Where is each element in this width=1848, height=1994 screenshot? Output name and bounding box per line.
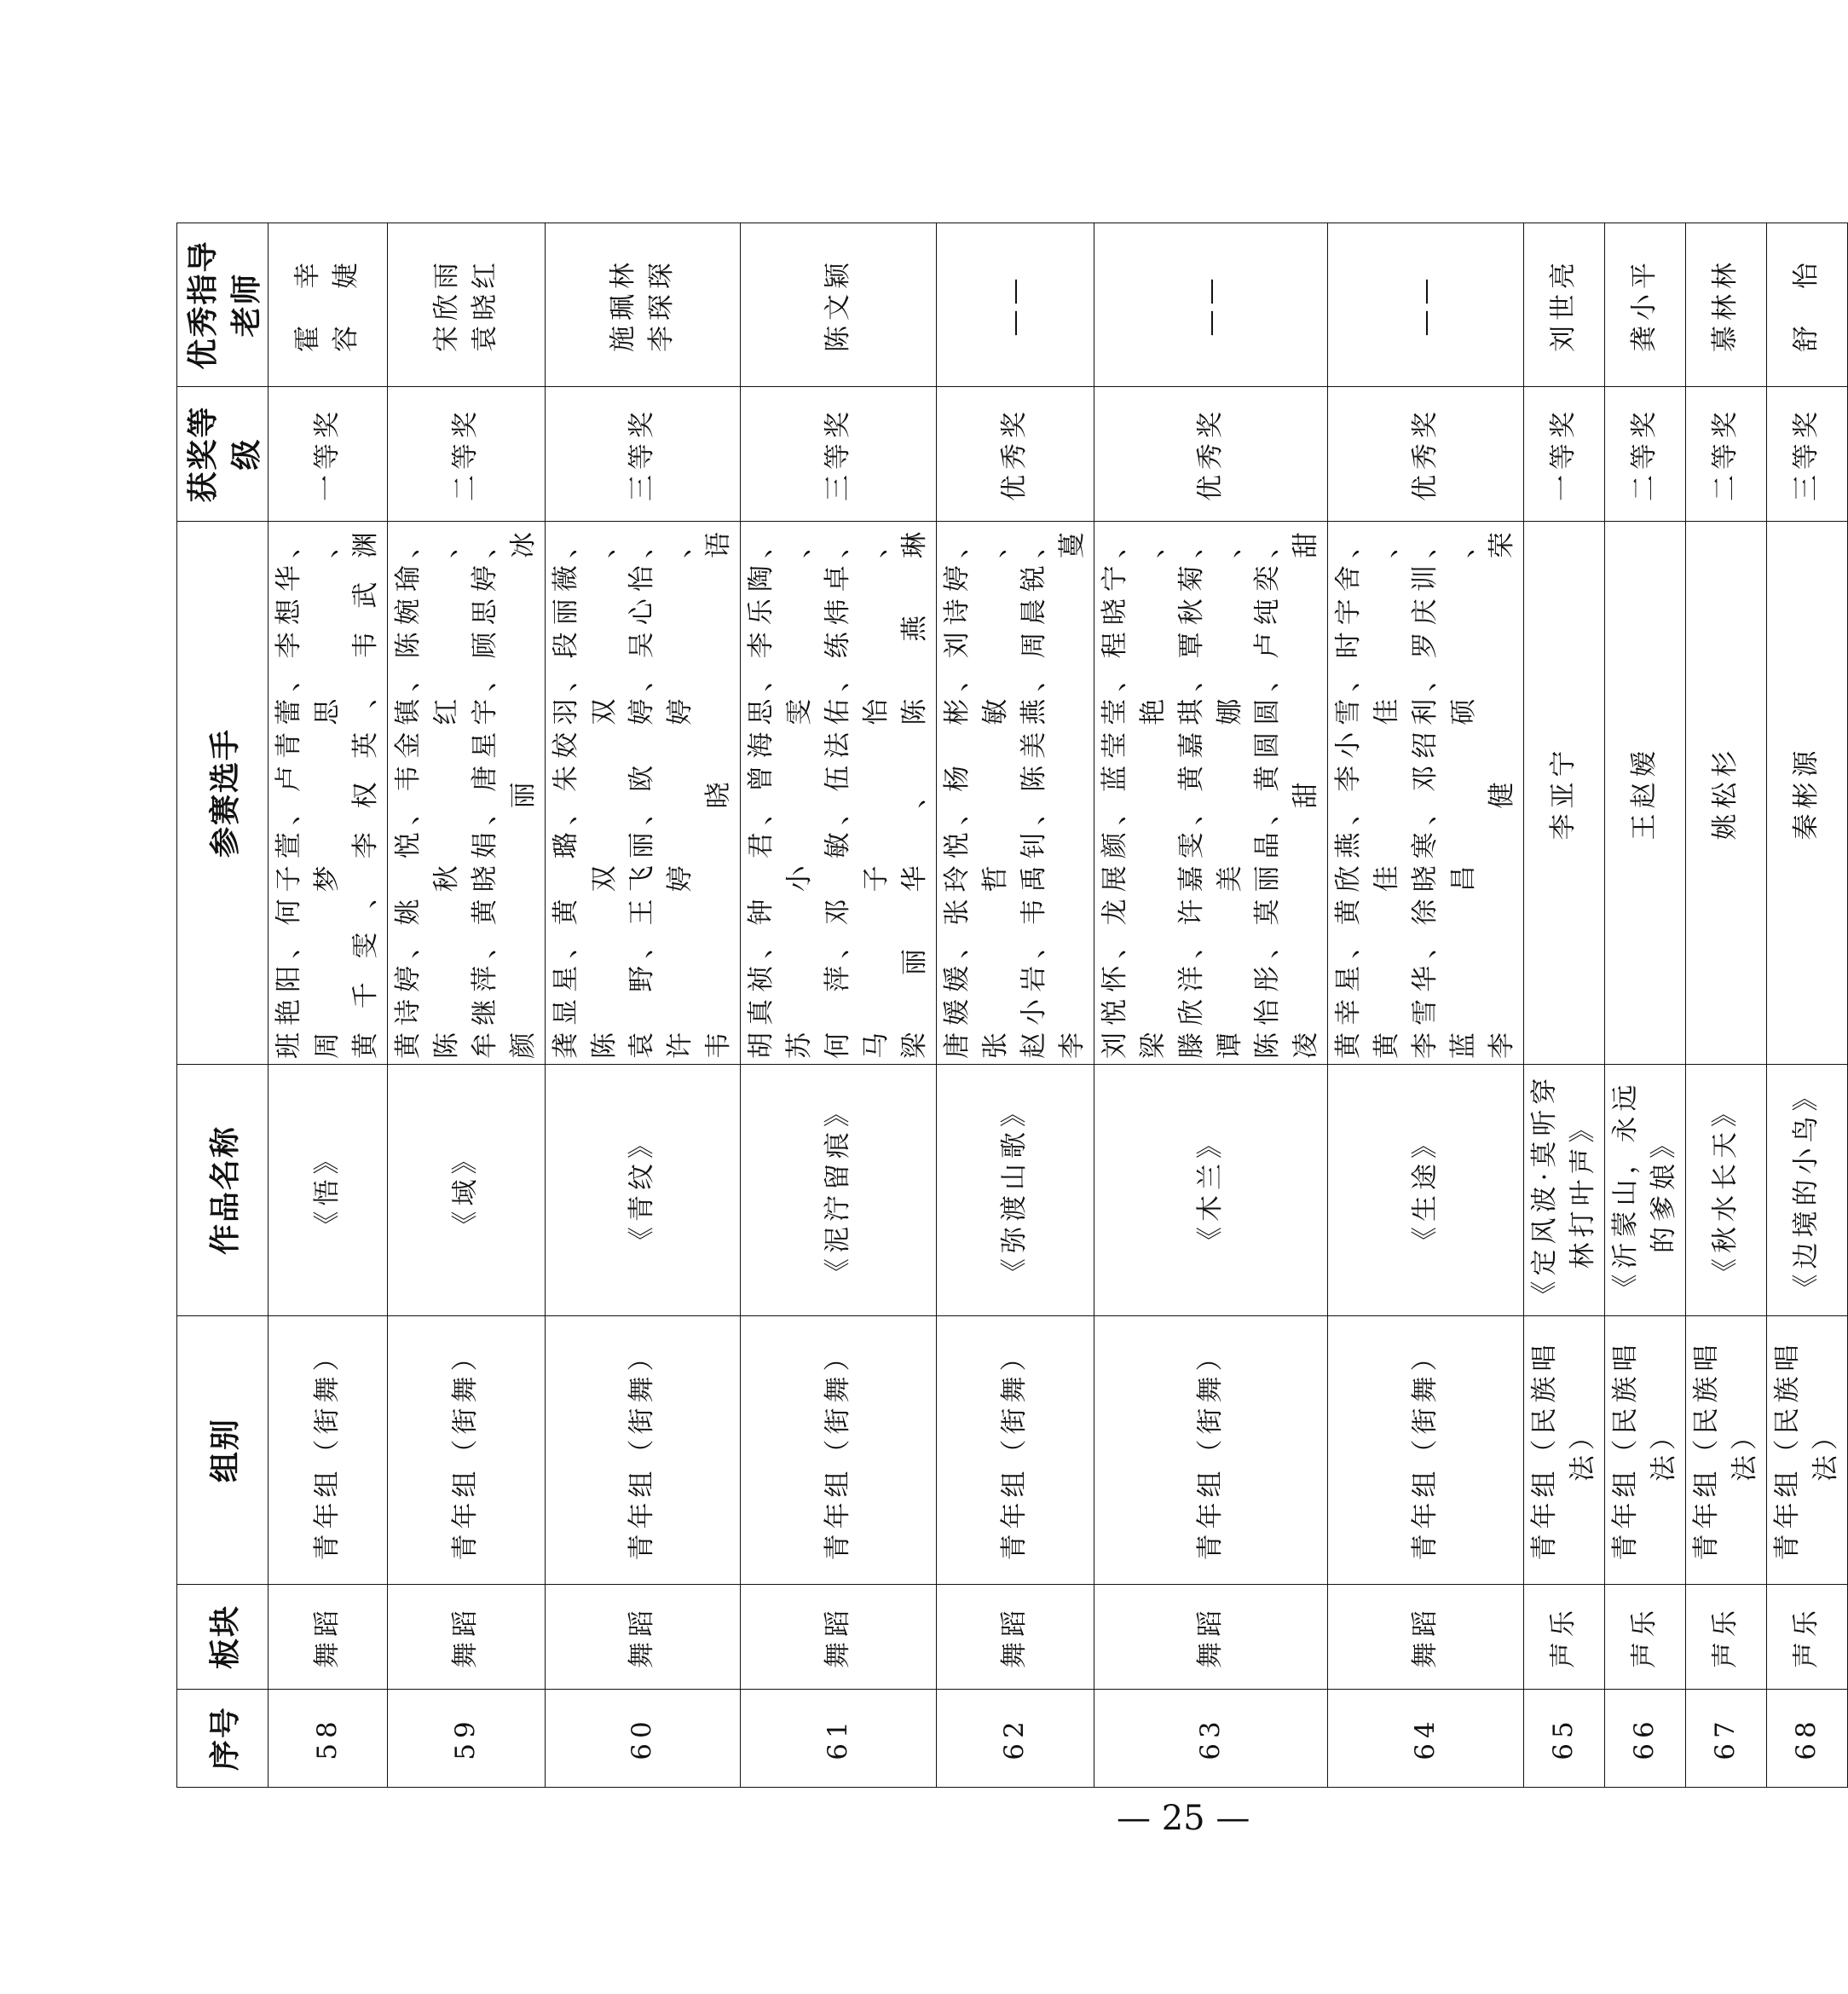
participant-line: 陈怡彤、莫丽晶、黄圆圆、卢纯奕、凌甜甜 bbox=[1252, 527, 1322, 1059]
section-cell: 舞蹈 bbox=[387, 1585, 545, 1690]
section-cell: 声乐 bbox=[1766, 1585, 1847, 1690]
award-level-cell: 二等奖 bbox=[1685, 387, 1766, 522]
rotated-table-wrapper bbox=[176, 223, 1841, 1788]
participants-cell bbox=[741, 522, 937, 1065]
group-cell: 青年组（街舞） bbox=[741, 1316, 937, 1585]
row-number: 68 bbox=[1766, 1690, 1847, 1788]
participants-cell bbox=[1524, 522, 1605, 1065]
table-row bbox=[1094, 223, 1328, 1788]
participants-cell bbox=[1094, 522, 1328, 1065]
row-number: 65 bbox=[1524, 1690, 1605, 1788]
teacher-name: 容 婕 bbox=[331, 257, 362, 352]
section-cell: 舞蹈 bbox=[936, 1585, 1094, 1690]
row-number: 59 bbox=[387, 1690, 545, 1788]
work-title-cell: 《边境的小鸟》 bbox=[1766, 1065, 1847, 1316]
header-teacher: 优秀指导老师 bbox=[177, 223, 269, 387]
participant-line: 唐媛媛、张玲悦、杨 彬、刘诗婷、张哲敏、 bbox=[941, 527, 1011, 1059]
teacher-cell bbox=[545, 223, 741, 387]
participant-line: 黄千雯、李权英、韦武渊 bbox=[349, 527, 381, 1059]
work-title-cell: 《秋水长天》 bbox=[1685, 1065, 1766, 1316]
header-section: 板块 bbox=[177, 1585, 269, 1690]
teacher-name: 李琛琛 bbox=[645, 257, 677, 352]
teacher-name: 袁晓红 bbox=[469, 257, 500, 352]
header-no: 序号 bbox=[177, 1690, 269, 1788]
row-number: 63 bbox=[1094, 1690, 1328, 1788]
group-cell: 青年组（街舞） bbox=[1094, 1316, 1328, 1585]
group-cell: 青年组（街舞） bbox=[1328, 1316, 1524, 1585]
participant-line: 何 萍、邓 敏、伍法佑、练炜卓、马子怡、 bbox=[823, 527, 892, 1059]
teacher-cell bbox=[1094, 223, 1328, 387]
teacher-name: 龚小平 bbox=[1629, 257, 1660, 352]
participant-line: 黄诗婷、姚 悦、韦金镇、陈婉瑜、陈秋红、 bbox=[392, 527, 462, 1059]
teacher-name: —— bbox=[1410, 273, 1441, 337]
participant-line: 牟继萍、黄晓娟、唐星宇、顾思婷、颜丽冰 bbox=[469, 527, 539, 1059]
row-number: 67 bbox=[1685, 1690, 1766, 1788]
teacher-name: —— bbox=[999, 273, 1031, 337]
table-row bbox=[1766, 223, 1847, 1788]
award-level-cell: 优秀奖 bbox=[936, 387, 1094, 522]
award-level-cell: 二等奖 bbox=[1604, 387, 1685, 522]
row-number: 66 bbox=[1604, 1690, 1685, 1788]
table-row bbox=[387, 223, 545, 1788]
work-title-cell: 《定风波·莫听穿林打叶声》 bbox=[1524, 1065, 1605, 1316]
teacher-cell bbox=[1328, 223, 1524, 387]
section-cell: 舞蹈 bbox=[1094, 1585, 1328, 1690]
group-cell: 青年组（民族唱法） bbox=[1766, 1316, 1847, 1585]
header-work: 作品名称 bbox=[177, 1065, 269, 1316]
participants-cell bbox=[936, 522, 1094, 1065]
award-level-cell: 优秀奖 bbox=[1094, 387, 1328, 522]
participant-line: 王赵嫒 bbox=[1629, 745, 1660, 841]
group-cell: 青年组（民族唱法） bbox=[1685, 1316, 1766, 1585]
award-level-cell: 三等奖 bbox=[741, 387, 937, 522]
section-cell: 舞蹈 bbox=[545, 1585, 741, 1690]
participant-line: 袁 野、王飞丽、欧 婷、吴心怡、许婷婷、 bbox=[627, 527, 696, 1059]
participants-cell bbox=[1604, 522, 1685, 1065]
table-row bbox=[1604, 223, 1685, 1788]
section-cell: 舞蹈 bbox=[1328, 1585, 1524, 1690]
group-cell: 青年组（民族唱法） bbox=[1604, 1316, 1685, 1585]
teacher-cell bbox=[1524, 223, 1605, 387]
table-row bbox=[1685, 223, 1766, 1788]
section-cell: 舞蹈 bbox=[269, 1585, 388, 1690]
award-level-cell: 一等奖 bbox=[269, 387, 388, 522]
table-row bbox=[545, 223, 741, 1788]
teacher-name: 陈文颖 bbox=[823, 257, 854, 352]
page-number: — 25 — bbox=[1117, 1799, 1250, 1838]
table-row bbox=[741, 223, 937, 1788]
work-title-cell: 《悟》 bbox=[269, 1065, 388, 1316]
participant-line: 姚松杉 bbox=[1710, 745, 1741, 841]
participant-line: 赵小岩、韦禹钊、陈美燕、周晨锐、李 蔓 bbox=[1018, 527, 1088, 1059]
participants-cell bbox=[1328, 522, 1524, 1065]
participants-cell bbox=[269, 522, 388, 1065]
award-level-cell: 二等奖 bbox=[387, 387, 545, 522]
teacher-name: 施珮林 bbox=[607, 257, 638, 352]
work-title-cell: 《沂蒙山，永远的爹娘》 bbox=[1604, 1065, 1685, 1316]
teacher-cell bbox=[1766, 223, 1847, 387]
section-cell: 声乐 bbox=[1524, 1585, 1605, 1690]
row-number: 64 bbox=[1328, 1690, 1524, 1788]
section-cell: 声乐 bbox=[1604, 1585, 1685, 1690]
participant-line: 李亚宁 bbox=[1548, 745, 1579, 841]
work-title-cell: 《域》 bbox=[387, 1065, 545, 1316]
participant-line: 龚显星、黄 璐、朱姣羽、段丽薇、陈双双、 bbox=[550, 527, 620, 1059]
group-cell: 青年组（街舞） bbox=[936, 1316, 1094, 1585]
participants-cell bbox=[1766, 522, 1847, 1065]
participant-line: 韦晓语 bbox=[703, 527, 735, 1059]
participants-cell bbox=[387, 522, 545, 1065]
header-group: 组别 bbox=[177, 1316, 269, 1585]
table-row bbox=[936, 223, 1094, 1788]
row-number: 62 bbox=[936, 1690, 1094, 1788]
teacher-cell bbox=[741, 223, 937, 387]
group-cell: 青年组（街舞） bbox=[269, 1316, 388, 1585]
participant-line: 胡真祯、钟 君、曾海思、李乐陶、苏小雯、 bbox=[746, 527, 816, 1059]
table-row bbox=[1524, 223, 1605, 1788]
table-row bbox=[1328, 223, 1524, 1788]
row-number: 61 bbox=[741, 1690, 937, 1788]
header-award: 获奖等级 bbox=[177, 387, 269, 522]
teacher-name: 慕林林 bbox=[1710, 257, 1741, 352]
participant-line: 黄幸星、黄欣燕、李小雪、时宇舍、黄佳佳、 bbox=[1333, 527, 1403, 1059]
table-body bbox=[269, 223, 1848, 1788]
group-cell: 青年组（街舞） bbox=[545, 1316, 741, 1585]
table-row bbox=[269, 223, 388, 1788]
teacher-name: 霍 幸 bbox=[292, 257, 324, 352]
work-title-cell: 《弥渡山歌》 bbox=[936, 1065, 1094, 1316]
teacher-name: —— bbox=[1195, 273, 1227, 337]
participant-line: 滕欣洋、许嘉雯、黄嘉琪、覃秋菊、谭美娜、 bbox=[1175, 527, 1245, 1059]
participant-line: 刘悦怀、龙展颜、蓝莹莹、程晓宁、梁 艳、 bbox=[1099, 527, 1169, 1059]
participant-line: 李雪华、徐晓寒、邓绍利、罗庆训、蓝昌硕、 bbox=[1410, 527, 1480, 1059]
teacher-name: 刘世亮 bbox=[1548, 257, 1579, 352]
row-number: 58 bbox=[269, 1690, 388, 1788]
teacher-cell bbox=[269, 223, 388, 387]
section-cell: 声乐 bbox=[1685, 1585, 1766, 1690]
award-level-cell: 三等奖 bbox=[545, 387, 741, 522]
participant-line: 班艳阳、何子萱、卢青蕾、李想华、周梦思、 bbox=[274, 527, 343, 1059]
group-cell: 青年组（街舞） bbox=[387, 1316, 545, 1585]
participant-line: 李健荣 bbox=[1487, 527, 1518, 1059]
award-level-cell: 一等奖 bbox=[1524, 387, 1605, 522]
award-level-cell: 三等奖 bbox=[1766, 387, 1847, 522]
teacher-cell bbox=[936, 223, 1094, 387]
group-cell: 青年组（民族唱法） bbox=[1524, 1316, 1605, 1585]
award-level-cell: 优秀奖 bbox=[1328, 387, 1524, 522]
teacher-cell bbox=[1604, 223, 1685, 387]
section-cell: 舞蹈 bbox=[741, 1585, 937, 1690]
participant-line: 秦彬源 bbox=[1791, 745, 1822, 841]
work-title-cell: 《青纹》 bbox=[545, 1065, 741, 1316]
teacher-name: 宋欣雨 bbox=[430, 257, 462, 352]
header-row bbox=[177, 223, 269, 1788]
row-number: 60 bbox=[545, 1690, 741, 1788]
teacher-cell bbox=[387, 223, 545, 387]
participant-line: 梁丽华、陈燕琳 bbox=[899, 527, 930, 1059]
work-title-cell: 《生途》 bbox=[1328, 1065, 1524, 1316]
participants-cell bbox=[1685, 522, 1766, 1065]
participants-cell bbox=[545, 522, 741, 1065]
teacher-name: 舒 怡 bbox=[1791, 257, 1822, 352]
header-participants: 参赛选手 bbox=[177, 522, 269, 1065]
teacher-cell bbox=[1685, 223, 1766, 387]
work-title-cell: 《泥泞留痕》 bbox=[741, 1065, 937, 1316]
work-title-cell: 《木兰》 bbox=[1094, 1065, 1328, 1316]
award-table bbox=[176, 223, 1848, 1788]
